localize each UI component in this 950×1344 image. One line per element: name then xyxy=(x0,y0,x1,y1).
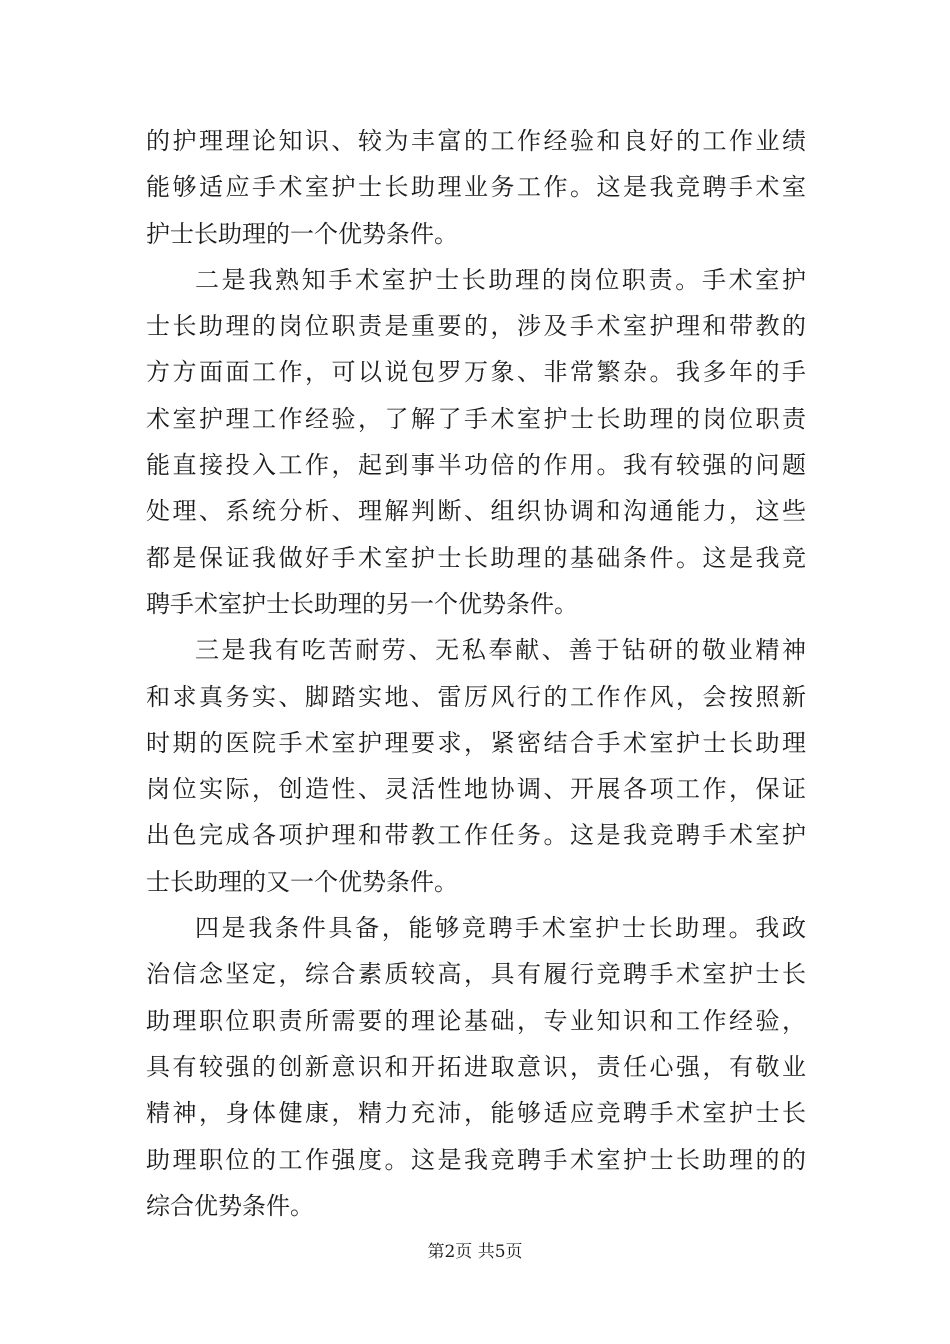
text-line: 精神，身体健康，精力充沛，能够适应竞聘手术室护士长 xyxy=(146,1099,806,1128)
text-line: 综合优势条件。 xyxy=(146,1191,314,1220)
text-line: 都是保证我做好手术室护士长助理的基础条件。这是我竞 xyxy=(146,543,806,572)
paragraph-first-line: 二是我熟知手术室护士长助理的岗位职责。手术室护 xyxy=(195,265,806,294)
text-line: 聘手术室护士长助理的另一个优势条件。 xyxy=(146,589,578,618)
text-line: 护士长助理的一个优势条件。 xyxy=(146,219,458,248)
text-line: 处理、系统分析、理解判断、组织协调和沟通能力，这些 xyxy=(146,497,806,526)
text-line: 具有较强的创新意识和开拓进取意识，责任心强，有敬业 xyxy=(146,1052,806,1081)
text-line: 岗位实际，创造性、灵活性地协调、开展各项工作，保证 xyxy=(146,775,806,804)
text-line: 治信念坚定，综合素质较高，具有履行竞聘手术室护士长 xyxy=(146,960,806,989)
page-number-footer: 第2页 共5页 xyxy=(427,1242,523,1262)
text-line: 方方面面工作，可以说包罗万象、非常繁杂。我多年的手 xyxy=(146,358,806,387)
text-line: 士长助理的岗位职责是重要的，涉及手术室护理和带教的 xyxy=(146,312,806,341)
text-line: 出色完成各项护理和带教工作任务。这是我竞聘手术室护 xyxy=(146,821,806,850)
text-line: 时期的医院手术室护理要求，紧密结合手术室护士长助理 xyxy=(146,728,806,757)
text-line: 助理职位的工作强度。这是我竞聘手术室护士长助理的的 xyxy=(146,1145,806,1174)
text-line: 能够适应手术室护士长助理业务工作。这是我竞聘手术室 xyxy=(146,173,806,202)
text-line: 术室护理工作经验，了解了手术室护士长助理的岗位职责 xyxy=(146,404,806,433)
text-line: 和求真务实、脚踏实地、雷厉风行的工作作风，会按照新 xyxy=(146,682,806,711)
text-line: 能直接投入工作，起到事半功倍的作用。我有较强的问题 xyxy=(146,451,806,480)
text-line: 助理职位职责所需要的理论基础，专业知识和工作经验， xyxy=(146,1006,806,1035)
paragraph-first-line: 四是我条件具备，能够竞聘手术室护士长助理。我政 xyxy=(195,914,806,943)
text-line: 的护理理论知识、较为丰富的工作经验和良好的工作业绩 xyxy=(146,127,806,155)
text-line: 士长助理的又一个优势条件。 xyxy=(146,867,458,896)
paragraph-first-line: 三是我有吃苦耐劳、无私奉献、善于钻研的敬业精神 xyxy=(195,636,806,665)
document-body xyxy=(146,118,806,1229)
